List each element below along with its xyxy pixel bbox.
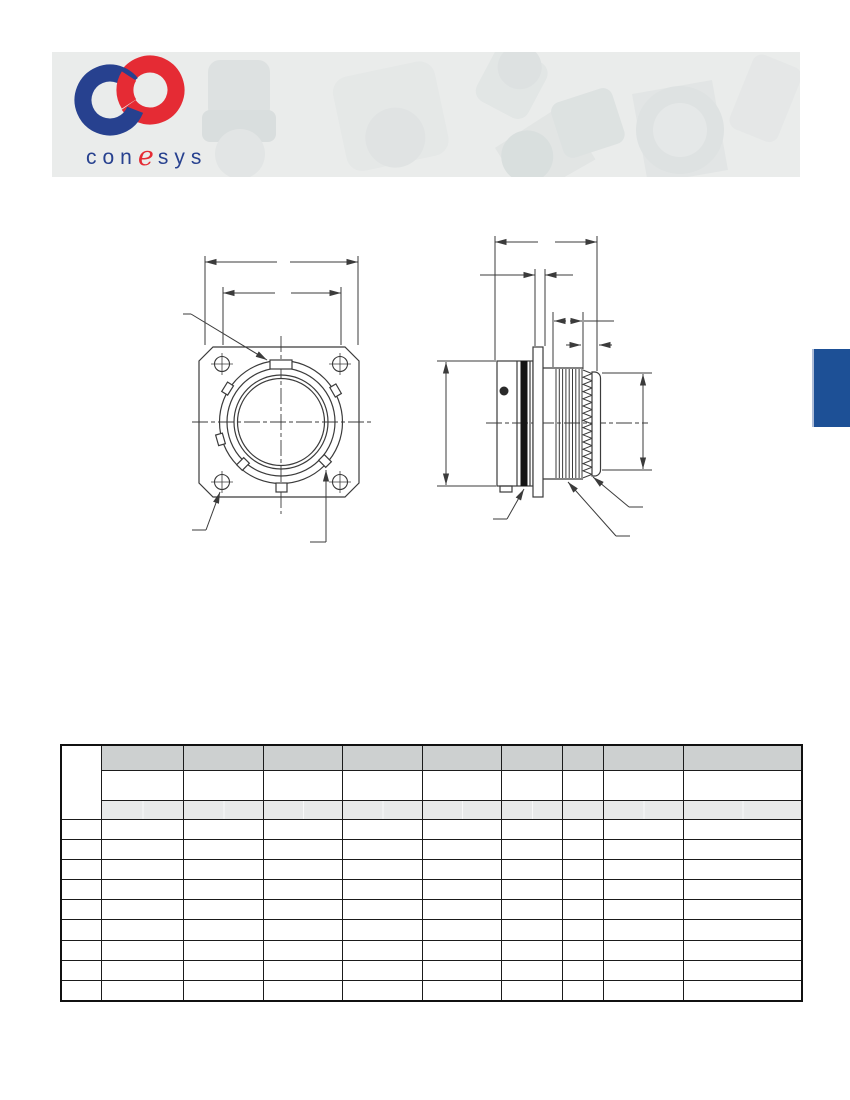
end-cap (592, 372, 601, 476)
table-cell (423, 839, 502, 859)
table-cell (264, 880, 343, 900)
table-header-cell (264, 770, 343, 800)
table-cell (102, 981, 184, 1001)
table-cell (61, 859, 102, 879)
table-cell (684, 920, 803, 940)
table-cell (343, 880, 423, 900)
table-row (61, 859, 802, 879)
table-cell (502, 880, 563, 900)
table-cell (102, 819, 184, 839)
table-header-cell (502, 745, 563, 770)
table-header-row (61, 745, 802, 770)
table-cell (343, 819, 423, 839)
table-header-row (61, 770, 802, 800)
table-cell (61, 880, 102, 900)
table-cell (184, 960, 264, 980)
table-cell (684, 839, 803, 859)
table-cell (102, 839, 184, 859)
connector-body (497, 347, 601, 497)
table-cell (184, 981, 264, 1001)
table-row (61, 819, 802, 839)
table-row (61, 920, 802, 940)
table-cell (343, 839, 423, 859)
table-header-cell (604, 745, 684, 770)
wordmark-sys: sys (157, 146, 208, 169)
table-cell (423, 960, 502, 980)
table-header-cell (264, 745, 343, 770)
table-cell (343, 900, 423, 920)
table-cell (604, 839, 684, 859)
table-cell (264, 940, 343, 960)
table-cell (563, 880, 604, 900)
table-row (61, 839, 802, 859)
table-cell (502, 859, 563, 879)
table-cell (684, 981, 803, 1001)
table-cell (604, 819, 684, 839)
table-subheader-cell (684, 800, 803, 819)
side-view-drawing (437, 236, 652, 536)
table-cell (604, 859, 684, 879)
table-cell (343, 960, 423, 980)
table-cell (264, 900, 343, 920)
table-cell (264, 960, 343, 980)
wordmark-con: con (86, 146, 138, 169)
table-subheader-cell (184, 800, 264, 819)
table-cell (343, 859, 423, 879)
table-header-cell (684, 770, 803, 800)
table-corner-cell (61, 745, 102, 819)
table-cell (264, 920, 343, 940)
table-row (61, 981, 802, 1001)
table-cell (423, 940, 502, 960)
table-cell (343, 940, 423, 960)
flange-edge (533, 347, 543, 497)
table-cell (264, 839, 343, 859)
table-subheader-row (61, 800, 802, 819)
table-subheader-cell (423, 800, 502, 819)
table-subheader-cell (604, 800, 684, 819)
table-header-cell (184, 745, 264, 770)
table-cell (264, 859, 343, 879)
table-cell (684, 859, 803, 879)
table-cell (61, 920, 102, 940)
table-cell (343, 920, 423, 940)
table-cell (61, 981, 102, 1001)
table-cell (184, 839, 264, 859)
spec-table-body (61, 745, 802, 1001)
table-cell (423, 920, 502, 940)
table-header-cell (502, 770, 563, 800)
table-subheader-cell (102, 800, 184, 819)
table-row (61, 940, 802, 960)
threads (556, 369, 582, 478)
table-subheader-cell (264, 800, 343, 819)
table-cell (184, 819, 264, 839)
table-cell (563, 960, 604, 980)
table-cell (563, 940, 604, 960)
table-header-cell (563, 745, 604, 770)
table-subheader-cell (343, 800, 423, 819)
table-cell (423, 859, 502, 879)
table-header-cell (563, 770, 604, 800)
table-cell (61, 940, 102, 960)
table-cell (604, 960, 684, 980)
table-header-cell (343, 770, 423, 800)
table-cell (423, 880, 502, 900)
table-header-cell (604, 770, 684, 800)
table-cell (684, 940, 803, 960)
spec-table (60, 744, 803, 1002)
table-cell (604, 900, 684, 920)
table-cell (61, 960, 102, 980)
table-header-cell (102, 745, 184, 770)
table-cell (264, 819, 343, 839)
table-cell (264, 981, 343, 1001)
table-row (61, 960, 802, 980)
table-cell (563, 920, 604, 940)
table-cell (684, 960, 803, 980)
table-cell (502, 839, 563, 859)
table-cell (61, 819, 102, 839)
table-cell (502, 920, 563, 940)
table-header-cell (423, 770, 502, 800)
table-cell (502, 900, 563, 920)
table-cell (423, 900, 502, 920)
bottom-tab (500, 486, 512, 492)
table-cell (343, 981, 423, 1001)
table-cell (502, 960, 563, 980)
table-cell (684, 880, 803, 900)
table-cell (563, 859, 604, 879)
table-cell (563, 981, 604, 1001)
table-subheader-cell (563, 800, 604, 819)
wordmark-e: e (137, 141, 158, 172)
table-cell (604, 920, 684, 940)
table-cell (604, 981, 684, 1001)
table-header-cell (102, 770, 184, 800)
table-cell (604, 880, 684, 900)
table-cell (563, 819, 604, 839)
table-row (61, 880, 802, 900)
table-cell (184, 880, 264, 900)
table-cell (102, 900, 184, 920)
knurl-zigzag (583, 370, 592, 478)
table-cell (423, 819, 502, 839)
table-cell (184, 859, 264, 879)
page-edge-tab (812, 349, 850, 427)
table-cell (563, 900, 604, 920)
table-header-cell (343, 745, 423, 770)
table-cell (604, 940, 684, 960)
table-header-cell (684, 745, 803, 770)
table-cell (502, 940, 563, 960)
table-cell (184, 940, 264, 960)
table-cell (502, 981, 563, 1001)
table-cell (184, 920, 264, 940)
table-cell (684, 900, 803, 920)
side-dimension-lines (437, 236, 652, 486)
wire-hole (500, 387, 509, 396)
table-cell (61, 839, 102, 859)
table-cell (102, 859, 184, 879)
table-header-cell (423, 745, 502, 770)
table-cell (502, 819, 563, 839)
table-cell (102, 960, 184, 980)
table-cell (184, 900, 264, 920)
table-cell (563, 839, 604, 859)
front-dimension-lines (205, 256, 358, 345)
table-cell (61, 900, 102, 920)
table-row (61, 900, 802, 920)
table-cell (423, 981, 502, 1001)
front-view-drawing (183, 256, 372, 542)
table-cell (102, 940, 184, 960)
table-cell (102, 880, 184, 900)
table-cell (102, 920, 184, 940)
table-cell (684, 819, 803, 839)
front-leader-lines (183, 314, 326, 542)
table-header-cell (184, 770, 264, 800)
table-subheader-cell (502, 800, 563, 819)
